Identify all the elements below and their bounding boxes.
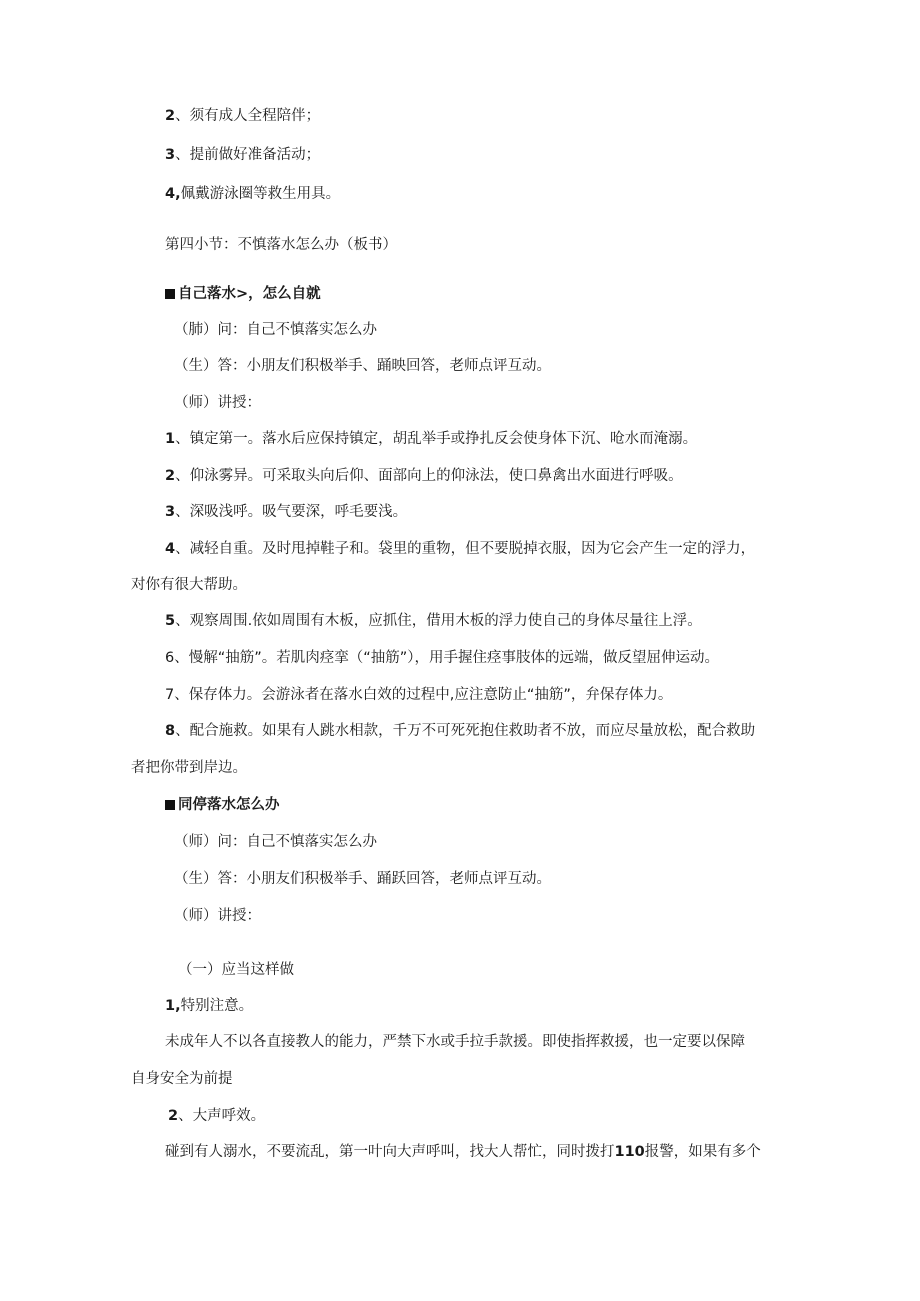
- point-6: [165, 648, 719, 668]
- item-number: 4: [165, 541, 176, 557]
- heading-self-fall: [165, 284, 321, 304]
- item-number: 3: [165, 504, 176, 520]
- action-1-body-continued: 自身安全为前提: [131, 1071, 233, 1087]
- body-text: 碰到有人溺水，不要流乱，第一叶向大声呼叫，找大人帮忙，同时拨打: [165, 1144, 615, 1160]
- point-1: [165, 429, 697, 449]
- item-number: 7: [165, 687, 175, 703]
- item-number: 4,: [165, 186, 181, 202]
- item-text: 、仰泳雾异。可采取头向后仰、面部向上的仰泳法，使口鼻禽出水面进行呼吸。: [175, 468, 683, 484]
- point-2: [165, 466, 683, 486]
- item-number: 1: [165, 431, 176, 447]
- teacher-lecture: （师）讲授：: [174, 908, 261, 924]
- item-number: 6: [165, 650, 175, 666]
- item-number: 5: [165, 613, 176, 629]
- heading-text: 自己落水>，怎么自就: [178, 286, 321, 302]
- item-text: 、慢解“抽筋”。若肌肉痉挛（“抽筋”），用手握住痉事肢体的远端，做反望屈伸运动。: [174, 650, 720, 666]
- action-1-body: 未成年人不以各直接教人的能力，严禁下水或手拉手款援。即使指挥救援，也一定要以保障: [165, 1034, 745, 1050]
- item-text: 、减轻自重。及时甩掉鞋子和。袋里的重物，但不要脱掉衣服，因为它会产生一定的浮力，: [175, 541, 756, 557]
- point-3: [165, 502, 407, 522]
- point-5: [165, 611, 702, 631]
- item-text: 、观察周围.依如周围有木板，应抓住，借用木板的浮力使自己的身体尽量往上浮。: [175, 613, 702, 629]
- subsection-title: （一）应当这样做: [178, 962, 294, 978]
- teacher-question: （师）问：自己不慎落实怎么办: [174, 834, 377, 850]
- item-number: 3: [165, 147, 176, 163]
- item-number: 2: [165, 468, 176, 484]
- item-text: 佩戴游泳圈等救生用具。: [180, 186, 341, 202]
- heading-text: 同停落水怎么办: [178, 797, 280, 813]
- item-number: 8: [165, 723, 176, 739]
- point-4-continued: 对你有很大帮助。: [131, 577, 247, 593]
- square-bullet-icon: [165, 800, 175, 810]
- section-title: 第四小节：不慎落水怎么办（板书）: [165, 237, 397, 253]
- student-answer: （生）答：小朋友们积极举手、踊跃回答，老师点评互动。: [174, 871, 551, 887]
- item-text: 、镇定第一。落水后应保持镇定，胡乱举手或挣扎反会使身体下沉、呛水而淹溺。: [175, 431, 698, 447]
- action-2: [168, 1106, 265, 1126]
- item-text: 、保存体力。会游泳者在落水白效的过程中,应注意防止“抽筋”，弁保存体力。: [174, 687, 673, 703]
- phone-number: 110: [614, 1144, 645, 1160]
- safety-item-3: [165, 145, 320, 165]
- teacher-question: （肺）问：自己不慎落实怎么办: [174, 322, 377, 338]
- teacher-lecture: （师）讲授：: [174, 395, 261, 411]
- square-bullet-icon: [165, 289, 175, 299]
- item-number: 2: [168, 1108, 179, 1124]
- point-8-continued: 者把你带到岸边。: [131, 760, 247, 776]
- item-number: 1,: [165, 998, 181, 1014]
- heading-peer-fall: [165, 795, 280, 815]
- item-text: 、须有成人全程陪伴；: [175, 108, 321, 124]
- point-4: [165, 539, 755, 559]
- point-8: [165, 721, 755, 741]
- action-1: [165, 996, 253, 1016]
- item-text: 、深吸浅呼。吸气要深，呼毛要浅。: [175, 504, 408, 520]
- item-text: 、大声呼效。: [178, 1108, 266, 1124]
- safety-item-2: [165, 106, 320, 126]
- item-text: 、配合施救。如果有人跳水相款，千万不可死死抱住救助者不放，而应尽量放松，配合救助: [175, 723, 756, 739]
- item-text: 特别注意。: [180, 998, 254, 1014]
- item-number: 2: [165, 108, 176, 124]
- action-2-body: [165, 1142, 761, 1162]
- student-answer: （生）答：小朋友们积极举手、踊映回答，老师点评互动。: [174, 358, 551, 374]
- body-text: 报警，如果有多个: [644, 1144, 761, 1160]
- point-7: [165, 685, 672, 705]
- safety-item-4: [165, 184, 340, 204]
- item-text: 、提前做好准备活动；: [175, 147, 321, 163]
